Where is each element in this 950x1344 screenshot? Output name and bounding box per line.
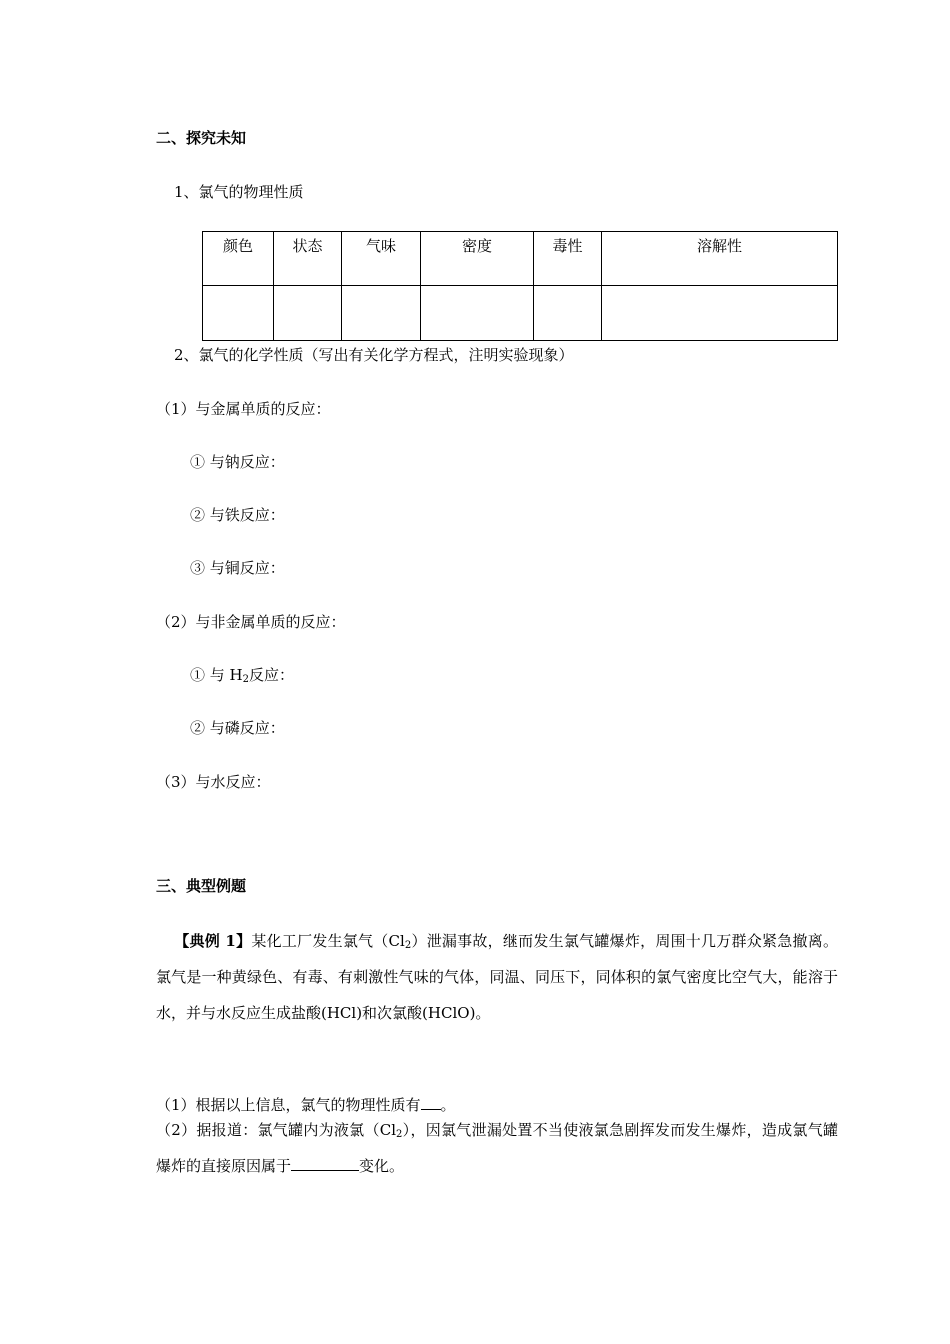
item-iron-reaction: ② 与铁反应： — [190, 506, 285, 524]
subheading-chemical-properties: 2、氯气的化学性质（写出有关化学方程式，注明实验现象） — [174, 346, 574, 364]
question-b-subscript: 2 — [396, 1129, 403, 1140]
answer-cell-density[interactable] — [421, 286, 534, 341]
question-b-end: 变化。 — [359, 1157, 405, 1175]
item-sodium-reaction: ① 与钠反应： — [190, 453, 285, 471]
question-water-reaction: （3）与水反应： — [156, 773, 271, 791]
example-1-text-a: 某化工厂发生氯气（Cl — [251, 932, 405, 950]
hydrogen-suffix: 反应： — [249, 666, 295, 684]
table-header-color: 颜色 — [203, 232, 274, 286]
question-a-answer-blank[interactable] — [421, 1095, 441, 1110]
hydrogen-prefix: ① 与 H — [190, 666, 243, 684]
answer-cell-toxicity[interactable] — [534, 286, 602, 341]
table-header-odor: 气味 — [342, 232, 421, 286]
physical-properties-table — [202, 231, 838, 341]
question-b-text-a: （2）据报道：氯气罐内为液氯（Cl — [156, 1121, 397, 1139]
item-copper-reaction: ③ 与铜反应： — [190, 559, 285, 577]
question-a-text: （1）根据以上信息，氯气的物理性质有 — [156, 1096, 421, 1114]
question-b-paragraph — [156, 1112, 838, 1184]
example-1-paragraph — [156, 923, 838, 1031]
example-1-tag: 【典例 1】 — [174, 932, 252, 950]
hydrogen-subscript: 2 — [242, 674, 249, 685]
section-heading-examples: 三、典型例题 — [156, 877, 247, 895]
answer-cell-color[interactable] — [203, 286, 274, 341]
example-1-text-b: ）泄漏事故，继而发生氯气罐爆炸，周围十几万群众紧急撤离。氯气是一种黄绿色、有毒、有刺激性气味的气体，同温、同压下，同体积的氯气密度比空气大，能溶于水，并与水反应生成盐酸(HCl)和次氯酸(HClO)。 — [156, 932, 838, 1022]
question-b-answer-blank[interactable] — [291, 1156, 359, 1171]
table-header-toxicity: 毒性 — [534, 232, 602, 286]
example-1-subscript: 2 — [404, 940, 412, 951]
table-header-density: 密度 — [421, 232, 534, 286]
table-header-row — [203, 232, 838, 286]
table-header-solubility: 溶解性 — [602, 232, 838, 286]
item-phosphorus-reaction: ② 与磷反应： — [190, 719, 285, 737]
table-header-state: 状态 — [274, 232, 342, 286]
subheading-physical-properties: 1、氯气的物理性质 — [174, 183, 304, 201]
section-heading-explore: 二、探究未知 — [156, 129, 247, 147]
answer-cell-odor[interactable] — [342, 286, 421, 341]
answer-cell-solubility[interactable] — [602, 286, 838, 341]
answer-cell-state[interactable] — [274, 286, 342, 341]
table-answer-row — [203, 286, 838, 341]
question-a-end: 。 — [440, 1096, 456, 1114]
item-hydrogen-reaction — [190, 665, 294, 685]
question-metal-reactions: （1）与金属单质的反应： — [156, 400, 331, 418]
question-b-text-b: ），因氯气泄漏处置不当使液氯急剧挥发而发生爆炸，造成氯气罐爆炸的直接原因属于 — [156, 1121, 838, 1175]
question-nonmetal-reactions: （2）与非金属单质的反应： — [156, 613, 346, 631]
